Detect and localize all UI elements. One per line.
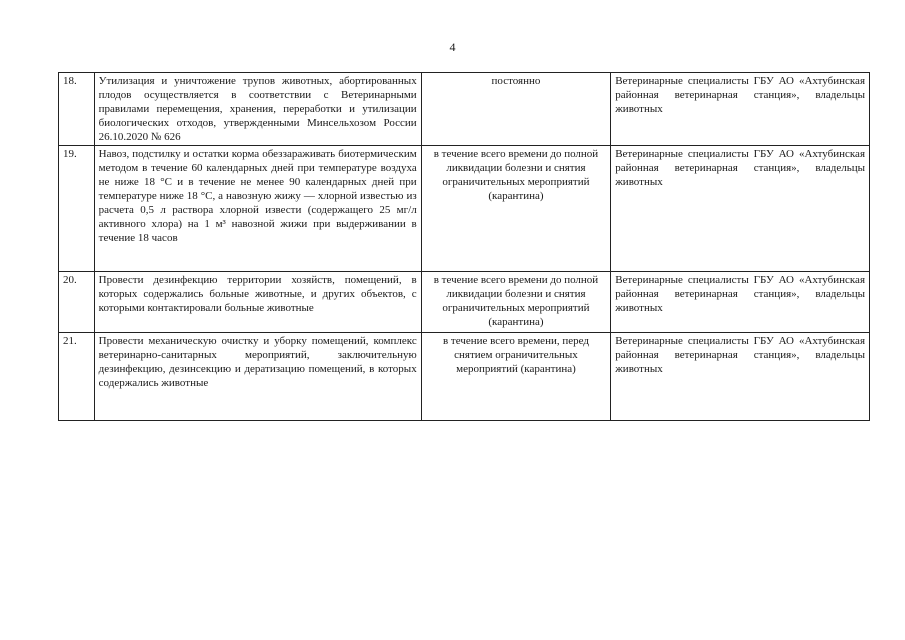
table-row [59,333,870,421]
deadline-cell [421,146,611,272]
row-number: 20. [59,272,95,333]
action-text: Провести дезинфекцию территории хозяйств, помещений, в которых содержались больные животные, и других объектов, с которыми контактировали больные животные [98,274,417,314]
action-text: Провести механическую очистку и уборку помещений, комплекс ветеринарно-санитарных мероприятий, заключительную дезинфекцию, дезинсекцию и дератизацию помещений, в которых содержались животные [98,335,417,389]
measures-table [58,72,870,421]
deadline-cell [421,73,611,146]
deadline-text: постоянно [491,75,541,87]
action-cell [94,146,421,272]
responsible-cell: Ветеринарные специалисты ГБУ АО «Ахтубинская районная ветеринарная станция», владельцы животных [611,333,870,421]
responsible-cell: Ветеринарные специалисты ГБУ АО «Ахтубинская районная ветеринарная станция», владельцы животных [611,146,870,272]
table-row [59,272,870,333]
deadline-cell [421,333,611,421]
responsible-cell: Ветеринарные специалисты ГБУ АО «Ахтубинская районная ветеринарная станция», владельцы животных [611,272,870,333]
deadline-cell [421,272,611,333]
row-number: 21. [59,333,95,421]
deadline-text: в течение всего времени до полной ликвидации болезни и снятия ограничительных мероприятий (карантина) [433,148,599,202]
action-cell [94,333,421,421]
page-number: 4 [449,40,456,54]
action-text: Навоз, подстилку и остатки корма обеззараживать биотермическим методом в течение 60 календарных дней при температуре воздуха не ниже 18 °С и в течение не менее 90 календарных дней при температуре ниже 18 °С, а навозную жижу — хлорной известью из расчета 0,5 л раствора хлорной извести (содержащего 25 мг/л активного хлора) на 1 м³ навозной жижи при выдерживании в течение 18 часов [98,148,417,244]
responsible-cell: Ветеринарные специалисты ГБУ АО «Ахтубинская районная ветеринарная станция», владельцы животных [611,73,870,146]
action-cell [94,272,421,333]
row-number: 19. [59,146,95,272]
deadline-text: в течение всего времени, перед снятием ограничительных мероприятий (карантина) [442,335,589,375]
deadline-text: в течение всего времени до полной ликвидации болезни и снятия ограничительных мероприятий (карантина) [433,274,599,328]
table-row [59,146,870,272]
table-row [59,73,870,146]
action-text: Утилизация и уничтожение трупов животных, абортированных плодов осуществляется в соответствии с Ветеринарными правилами перемещения, хранения, переработки и утилизации биологических отходов, утвержденными Минсельхозом России 26.10.2020 № 626 [98,75,417,143]
row-number: 18. [59,73,95,146]
action-cell [94,73,421,146]
